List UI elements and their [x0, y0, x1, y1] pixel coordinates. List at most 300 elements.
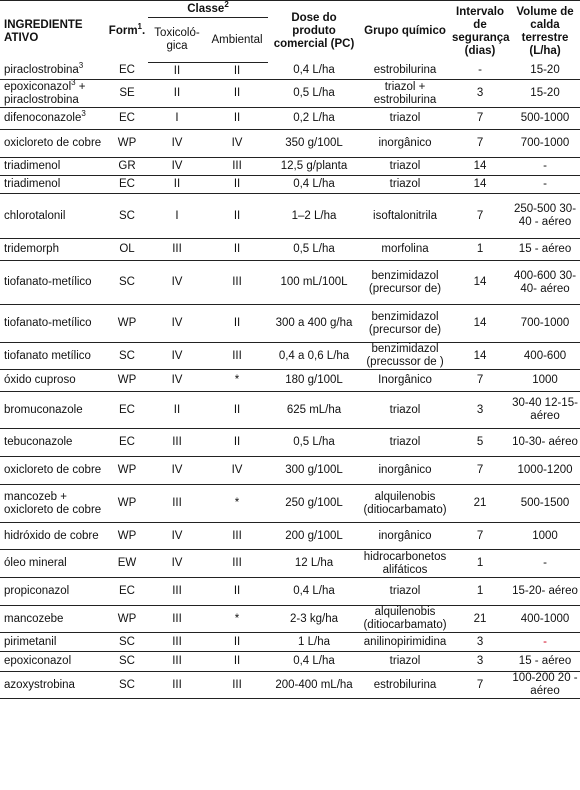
- cell-dose: [268, 523, 360, 550]
- cell-volume-text: 15 - aéreo: [518, 243, 572, 255]
- ingrediente-text: óxido cuproso: [4, 374, 76, 386]
- cell-dose: [268, 80, 360, 108]
- table-row: [0, 606, 580, 633]
- cell-form: [106, 80, 148, 108]
- ingrediente-text: tebuconazole: [4, 436, 73, 448]
- cell-grupo-text: triazol + estrobilurina: [373, 80, 437, 106]
- cell-ingrediente: [0, 457, 106, 485]
- cell-ambiental: [206, 158, 268, 176]
- cell-form: [106, 633, 148, 652]
- table-row: [0, 239, 580, 261]
- ingrediente-text: bromuconazole: [4, 403, 83, 416]
- cell-toxicologica: [148, 485, 206, 523]
- ingrediente-text: tiofanato-metílico: [4, 317, 92, 329]
- cell-dose: [268, 305, 360, 343]
- cell-grupo-text: estrobilurina: [373, 678, 437, 691]
- header-toxicologica: [148, 18, 206, 63]
- ingrediente-footnote: 3: [81, 109, 86, 119]
- cell-ambiental-text: IV: [231, 137, 243, 149]
- cell-intervalo-text: 21: [473, 497, 487, 509]
- cell-dose: [268, 158, 360, 176]
- cell-form-text: WP: [117, 374, 137, 386]
- cell-intervalo-text: 3: [476, 655, 484, 667]
- ingrediente-text: triadimenol: [4, 178, 61, 190]
- cell-dose-text: 300 a 400 g/ha: [275, 317, 353, 329]
- cell-grupo-text: inorgânico: [378, 464, 432, 476]
- cell-form: [106, 578, 148, 606]
- ingrediente-text: chlorotalonil: [4, 209, 66, 222]
- cell-form-text: EC: [119, 112, 135, 124]
- cell-volume: [510, 305, 580, 343]
- cell-intervalo: [450, 158, 510, 176]
- cell-grupo-text: triazol: [389, 403, 421, 416]
- cell-ingrediente: [0, 392, 106, 429]
- cell-ambiental: [206, 523, 268, 550]
- ingrediente-text: tridemorph: [4, 243, 59, 255]
- cell-grupo-text: anilinopirimidina: [363, 635, 447, 648]
- cell-dose: [268, 261, 360, 305]
- cell-dose: [268, 343, 360, 370]
- cell-ambiental-text: *: [234, 497, 240, 509]
- cell-toxicologica: [148, 158, 206, 176]
- table-row: [0, 261, 580, 305]
- cell-form: [106, 176, 148, 194]
- cell-volume: [510, 672, 580, 699]
- cell-form-text: EC: [119, 436, 135, 448]
- cell-toxicologica-text: III: [172, 612, 182, 625]
- cell-ingrediente: [0, 261, 106, 305]
- table-row: [0, 370, 580, 392]
- cell-volume-text: 500-1500: [520, 497, 570, 509]
- cell-volume: [510, 194, 580, 239]
- table-row: [0, 392, 580, 429]
- cell-ambiental-text: II: [233, 317, 241, 329]
- cell-ambiental-text: II: [233, 178, 241, 190]
- cell-form-text: EC: [119, 178, 135, 190]
- cell-intervalo: [450, 370, 510, 392]
- cell-toxicologica: [148, 392, 206, 429]
- header-volume: [510, 1, 580, 63]
- cell-dose: [268, 176, 360, 194]
- ingrediente-prefix: epoxiconazol: [4, 80, 72, 93]
- cell-volume: [510, 63, 580, 80]
- header-form: [106, 1, 148, 63]
- cell-dose-text: 350 g/100L: [285, 137, 343, 149]
- cell-grupo-text: inorgânico: [378, 529, 432, 542]
- cell-toxicologica-text: IV: [171, 160, 183, 172]
- cell-toxicologica-text: III: [172, 585, 182, 597]
- ingrediente-text: óleo mineral: [4, 557, 67, 569]
- cell-toxicologica: [148, 63, 206, 80]
- cell-intervalo-text: 21: [473, 612, 487, 625]
- cell-ingrediente: [0, 652, 106, 672]
- cell-volume-text: 400-1000: [520, 612, 570, 625]
- cell-dose: [268, 370, 360, 392]
- header-dose-text: Dose do produto comercial (PC): [273, 12, 355, 51]
- ingrediente-text: mancozebe: [4, 612, 64, 625]
- header-grupo: [360, 1, 450, 63]
- cell-toxicologica: [148, 429, 206, 457]
- cell-volume-text: 700-1000: [520, 137, 570, 149]
- cell-toxicologica: [148, 652, 206, 672]
- cell-dose-text: 0,2 L/ha: [293, 112, 335, 124]
- cell-toxicologica: [148, 176, 206, 194]
- cell-ingrediente: [0, 370, 106, 392]
- cell-ambiental: [206, 130, 268, 158]
- cell-ambiental: [206, 80, 268, 108]
- cell-dose-text: 0,4 L/ha: [293, 64, 335, 77]
- cell-ambiental: [206, 370, 268, 392]
- cell-grupo: [360, 392, 450, 429]
- table-row: [0, 485, 580, 523]
- cell-intervalo-text: -: [478, 64, 482, 77]
- cell-ambiental-text: III: [232, 276, 242, 288]
- cell-toxicologica: [148, 80, 206, 108]
- table-row: [0, 633, 580, 652]
- cell-form-text: WP: [117, 612, 137, 625]
- cell-form: [106, 158, 148, 176]
- cell-grupo-text: alquilenobis (ditiocarbamato): [363, 490, 447, 516]
- cell-form-text: GR: [118, 160, 136, 172]
- cell-grupo-text: inorgânico: [378, 137, 432, 149]
- cell-dose: [268, 130, 360, 158]
- cell-form: [106, 108, 148, 130]
- ingrediente-text: propiconazol: [4, 585, 70, 597]
- cell-toxicologica: [148, 550, 206, 578]
- cell-form-text: SC: [119, 349, 135, 362]
- cell-dose-text: 1 L/ha: [298, 635, 330, 648]
- cell-intervalo-text: 3: [476, 87, 484, 99]
- header-grupo-text: Grupo químico: [364, 25, 446, 38]
- cell-ingrediente: [0, 176, 106, 194]
- cell-toxicologica-text: IV: [171, 464, 183, 476]
- cell-volume: [510, 633, 580, 652]
- cell-ingrediente: [0, 194, 106, 239]
- cell-volume-text: 15 - aéreo: [518, 655, 572, 667]
- ingrediente-prefix-footnote: 3: [71, 77, 76, 87]
- cell-form: [106, 63, 148, 80]
- cell-ambiental: [206, 485, 268, 523]
- cell-form-text: WP: [117, 497, 137, 509]
- cell-ambiental-text: *: [234, 612, 240, 625]
- cell-ambiental: [206, 633, 268, 652]
- cell-ambiental-text: II: [233, 585, 241, 597]
- header-dose: [268, 1, 360, 63]
- cell-ingrediente: [0, 130, 106, 158]
- cell-form-text: EW: [117, 557, 137, 569]
- cell-dose-text: 625 mL/ha: [286, 403, 342, 416]
- cell-dose-text: 300 g/100L: [285, 464, 343, 476]
- cell-ambiental: [206, 239, 268, 261]
- cell-intervalo: [450, 392, 510, 429]
- header-ingrediente: [0, 1, 106, 63]
- cell-form-text: WP: [117, 137, 137, 149]
- cell-ambiental: [206, 672, 268, 699]
- cell-intervalo: [450, 523, 510, 550]
- cell-toxicologica: [148, 370, 206, 392]
- cell-form-text: EC: [119, 64, 135, 77]
- cell-volume: [510, 578, 580, 606]
- table-row: [0, 523, 580, 550]
- cell-dose-text: 0,4 L/ha: [293, 655, 335, 667]
- cell-toxicologica-text: III: [172, 436, 182, 448]
- cell-grupo-text: benzimidazol (precussor de ): [366, 343, 444, 368]
- cell-form-text: SC: [119, 678, 135, 691]
- cell-toxicologica: [148, 261, 206, 305]
- cell-intervalo: [450, 194, 510, 239]
- cell-intervalo: [450, 176, 510, 194]
- cell-intervalo: [450, 63, 510, 80]
- cell-volume: [510, 239, 580, 261]
- cell-dose: [268, 633, 360, 652]
- cell-intervalo-text: 1: [476, 243, 484, 255]
- cell-ambiental: [206, 550, 268, 578]
- cell-grupo: [360, 80, 450, 108]
- cell-intervalo-text: 7: [476, 137, 484, 149]
- ingrediente-text: piraclostrobina: [4, 64, 79, 77]
- cell-dose-text: 0,4 L/ha: [293, 178, 335, 190]
- cell-grupo: [360, 158, 450, 176]
- cell-ambiental: [206, 343, 268, 370]
- table-header: [0, 1, 580, 63]
- cell-ambiental-text: II: [233, 635, 241, 648]
- cell-toxicologica-text: IV: [171, 349, 183, 362]
- cell-grupo: [360, 633, 450, 652]
- cell-dose: [268, 550, 360, 578]
- cell-toxicologica-text: III: [172, 655, 182, 667]
- ingrediente-footnote: 3: [78, 61, 84, 71]
- cell-volume-text: 1000: [532, 529, 558, 542]
- cell-form: [106, 194, 148, 239]
- cell-toxicologica-text: IV: [171, 276, 183, 288]
- ingrediente-text: tiofanato metílico: [4, 349, 91, 362]
- ingrediente-text: pirimetanil: [4, 635, 57, 648]
- cell-volume-text: 250-500 30-40 - aéreo: [514, 203, 577, 228]
- cell-grupo: [360, 343, 450, 370]
- cell-toxicologica: [148, 305, 206, 343]
- cell-toxicologica: [148, 108, 206, 130]
- cell-volume-text: 10-30- aéreo: [512, 436, 578, 448]
- ingrediente-text: + piraclostrobina: [4, 80, 86, 106]
- cell-form: [106, 429, 148, 457]
- cell-form-text: SC: [119, 635, 135, 648]
- header-classe-text: Classe: [187, 2, 225, 15]
- table-body: [0, 63, 580, 699]
- header-classe: [148, 1, 268, 18]
- cell-dose: [268, 194, 360, 239]
- cell-volume: [510, 261, 580, 305]
- cell-ambiental-text: II: [233, 112, 241, 124]
- cell-ambiental: [206, 108, 268, 130]
- cell-volume-text: 400-600: [523, 349, 567, 362]
- cell-dose: [268, 457, 360, 485]
- cell-ambiental-text: II: [233, 655, 241, 667]
- cell-intervalo: [450, 305, 510, 343]
- cell-ingrediente: [0, 108, 106, 130]
- cell-toxicologica-text: II: [173, 178, 181, 190]
- cell-ambiental-text: II: [233, 403, 241, 416]
- cell-volume-text: 100-200 20 - aéreo: [512, 672, 578, 697]
- cell-form: [106, 672, 148, 699]
- cell-grupo: [360, 370, 450, 392]
- cell-dose: [268, 606, 360, 633]
- cell-intervalo: [450, 108, 510, 130]
- cell-dose: [268, 429, 360, 457]
- cell-grupo: [360, 457, 450, 485]
- cell-grupo: [360, 523, 450, 550]
- cell-grupo-text: triazol: [389, 655, 421, 667]
- cell-ambiental-text: III: [232, 349, 242, 362]
- cell-form: [106, 457, 148, 485]
- cell-grupo-text: hidrocarbonetos alifáticos: [363, 550, 447, 576]
- cell-intervalo-text: 7: [476, 374, 484, 386]
- header-form-text: Form: [108, 25, 138, 38]
- cell-form-text: EC: [119, 403, 135, 416]
- cell-grupo: [360, 130, 450, 158]
- cell-dose-text: 0,5 L/ha: [293, 87, 335, 99]
- cell-grupo-text: estrobilurina: [373, 64, 437, 77]
- cell-intervalo: [450, 261, 510, 305]
- cell-intervalo-text: 14: [473, 317, 487, 329]
- cell-volume: [510, 606, 580, 633]
- ingrediente-text: triadimenol: [4, 160, 61, 172]
- cell-form: [106, 130, 148, 158]
- cell-toxicologica: [148, 523, 206, 550]
- cell-ingrediente: [0, 305, 106, 343]
- cell-dose-text: 1–2 L/ha: [291, 209, 337, 222]
- cell-form-text: SC: [119, 209, 135, 222]
- table-row: [0, 176, 580, 194]
- cell-ambiental-text: II: [233, 436, 241, 448]
- cell-volume-text: 500-1000: [520, 112, 570, 124]
- cell-dose-text: 200 g/100L: [285, 529, 343, 542]
- cell-ambiental: [206, 176, 268, 194]
- cell-dose: [268, 239, 360, 261]
- cell-grupo-text: triazol: [389, 178, 421, 190]
- cell-dose-text: 180 g/100L: [285, 374, 343, 386]
- cell-grupo-text: Inorgânico: [378, 374, 432, 386]
- cell-toxicologica-text: II: [173, 403, 181, 416]
- cell-ambiental: [206, 606, 268, 633]
- cell-ingrediente: [0, 343, 106, 370]
- cell-grupo-text: triazol: [389, 160, 421, 172]
- cell-intervalo: [450, 130, 510, 158]
- cell-toxicologica: [148, 578, 206, 606]
- table-row: [0, 578, 580, 606]
- cell-toxicologica-text: I: [175, 112, 179, 124]
- cell-form: [106, 652, 148, 672]
- cell-form: [106, 343, 148, 370]
- ingrediente-text: epoxiconazol: [4, 655, 72, 667]
- cell-ambiental: [206, 392, 268, 429]
- cell-dose-text: 200-400 mL/ha: [275, 678, 353, 691]
- header-intervalo: [450, 1, 510, 63]
- cell-form-text: WP: [117, 529, 137, 542]
- cell-grupo-text: triazol: [389, 436, 421, 448]
- cell-toxicologica-text: I: [175, 209, 179, 222]
- cell-ambiental-text: IV: [231, 464, 243, 476]
- ingrediente-text: tiofanato-metílico: [4, 276, 92, 288]
- cell-ingrediente: [0, 239, 106, 261]
- cell-toxicologica-text: III: [172, 497, 182, 509]
- cell-form: [106, 392, 148, 429]
- cell-dose-text: 250 g/100L: [285, 497, 343, 509]
- cell-ingrediente: [0, 550, 106, 578]
- table-row: [0, 194, 580, 239]
- cell-intervalo: [450, 578, 510, 606]
- cell-volume: [510, 457, 580, 485]
- ingrediente-text: oxicloreto de cobre: [4, 137, 102, 149]
- cell-grupo-text: benzimidazol (precursor de): [368, 310, 442, 336]
- cell-ingrediente: [0, 606, 106, 633]
- table-row: [0, 158, 580, 176]
- cell-ingrediente: [0, 633, 106, 652]
- table-row: [0, 652, 580, 672]
- cell-volume-text: -: [543, 160, 547, 172]
- cell-dose-text: 12,5 g/planta: [280, 160, 348, 172]
- cell-volume: [510, 108, 580, 130]
- cell-ambiental: [206, 652, 268, 672]
- cell-toxicologica-text: III: [172, 243, 182, 255]
- cell-dose-text: 2-3 kg/ha: [290, 612, 338, 625]
- ingrediente-text: hidróxido de cobre: [4, 529, 99, 542]
- cell-intervalo: [450, 457, 510, 485]
- cell-grupo: [360, 550, 450, 578]
- cell-toxicologica-text: IV: [171, 317, 183, 329]
- cell-form-text: WP: [117, 317, 137, 329]
- cell-grupo-text: alquilenobis (ditiocarbamato): [363, 606, 447, 631]
- cell-intervalo: [450, 485, 510, 523]
- cell-ambiental-text: III: [232, 160, 242, 172]
- cell-form-text: EC: [119, 585, 135, 597]
- cell-ambiental-text: II: [233, 209, 241, 222]
- cell-volume: [510, 80, 580, 108]
- cell-dose: [268, 108, 360, 130]
- cell-ingrediente: [0, 485, 106, 523]
- cell-toxicologica-text: IV: [171, 557, 183, 569]
- header-intervalo-text: Intervalo de segurança (dias): [452, 5, 510, 57]
- cell-form: [106, 485, 148, 523]
- cell-volume: [510, 130, 580, 158]
- cell-dose: [268, 578, 360, 606]
- table-row: [0, 672, 580, 699]
- cell-dose-text: 0,4 L/ha: [293, 585, 335, 597]
- table-row: [0, 305, 580, 343]
- cell-intervalo-text: 7: [476, 529, 484, 542]
- table-row: [0, 80, 580, 108]
- cell-toxicologica: [148, 343, 206, 370]
- cell-form: [106, 606, 148, 633]
- cell-form-text: SE: [119, 87, 135, 99]
- ingrediente-text: mancozeb + oxicloreto de cobre: [4, 490, 102, 516]
- cell-grupo: [360, 606, 450, 633]
- cell-toxicologica-text: II: [173, 87, 181, 99]
- cell-intervalo-text: 14: [473, 276, 487, 288]
- cell-intervalo-text: 3: [476, 403, 484, 416]
- cell-ambiental: [206, 429, 268, 457]
- cell-toxicologica: [148, 130, 206, 158]
- cell-ingrediente: [0, 158, 106, 176]
- cell-ambiental-text: II: [233, 87, 241, 99]
- header-form-tail: .: [142, 25, 146, 38]
- cell-volume: [510, 370, 580, 392]
- cell-grupo: [360, 578, 450, 606]
- cell-intervalo-text: 1: [476, 557, 484, 569]
- cell-volume: [510, 485, 580, 523]
- ingrediente-text: oxicloreto de cobre: [4, 464, 102, 476]
- cell-ingrediente: [0, 523, 106, 550]
- cell-intervalo-text: 7: [476, 112, 484, 124]
